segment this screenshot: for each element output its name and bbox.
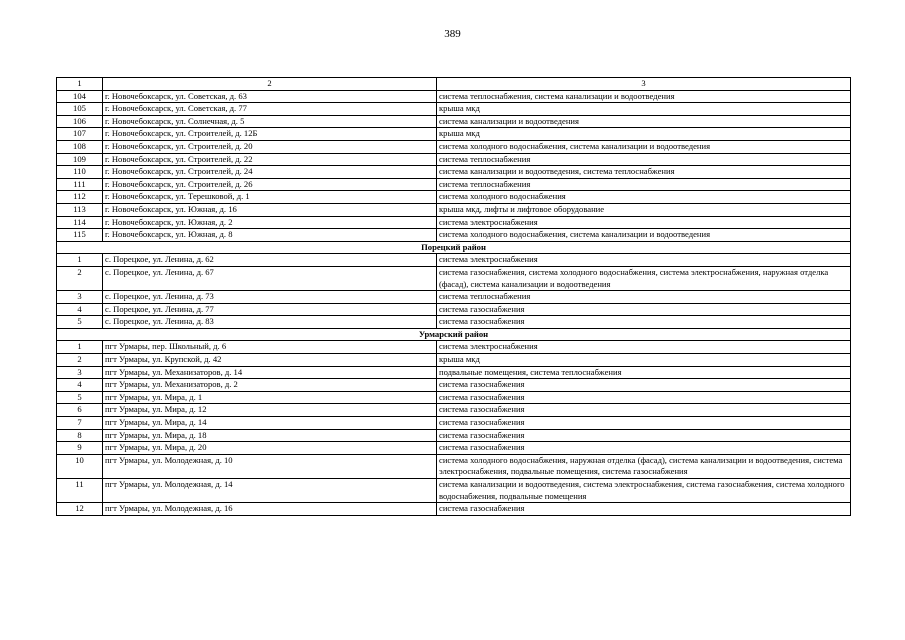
row-works: система газоснабжения (437, 429, 851, 442)
row-works: система электроснабжения (437, 341, 851, 354)
table-row (57, 90, 851, 103)
row-number: 9 (57, 442, 103, 455)
row-number: 5 (57, 316, 103, 329)
row-works: система холодного водоснабжения, система канализации и водоотведения (437, 229, 851, 242)
row-works: система холодного водоснабжения (437, 191, 851, 204)
table-row (57, 178, 851, 191)
row-number: 5 (57, 391, 103, 404)
table-row (57, 379, 851, 392)
row-address: пгт Урмары, ул. Молодежная, д. 14 (103, 479, 437, 503)
table-row (57, 203, 851, 216)
row-address: г. Новочебоксарск, ул. Строителей, д. 24 (103, 166, 437, 179)
row-number: 110 (57, 166, 103, 179)
row-works: система газоснабжения (437, 503, 851, 516)
table-row (57, 303, 851, 316)
column-header-address: 2 (103, 78, 437, 91)
row-works: система теплоснабжения (437, 178, 851, 191)
row-number: 8 (57, 429, 103, 442)
table-row (57, 503, 851, 516)
table-row (57, 115, 851, 128)
row-address: с. Порецкое, ул. Ленина, д. 67 (103, 266, 437, 290)
section-header-row (57, 328, 851, 341)
row-number: 1 (57, 341, 103, 354)
row-address: г. Новочебоксарск, ул. Южная, д. 2 (103, 216, 437, 229)
section-header-row (57, 241, 851, 254)
row-works: подвальные помещения, система теплоснабжения (437, 366, 851, 379)
row-works: система теплоснабжения, система канализации и водоотведения (437, 90, 851, 103)
table-row (57, 479, 851, 503)
repair-works-table (56, 77, 851, 516)
section-title: Урмарский район (57, 328, 851, 341)
table-row (57, 417, 851, 430)
row-address: г. Новочебоксарск, ул. Терешковой, д. 1 (103, 191, 437, 204)
row-address: с. Порецкое, ул. Ленина, д. 83 (103, 316, 437, 329)
row-address: пгт Урмары, ул. Мира, д. 20 (103, 442, 437, 455)
row-number: 113 (57, 203, 103, 216)
row-number: 4 (57, 379, 103, 392)
table-header-row (57, 78, 851, 91)
row-works: система теплоснабжения (437, 291, 851, 304)
row-number: 6 (57, 404, 103, 417)
table-row (57, 291, 851, 304)
row-works: система газоснабжения (437, 417, 851, 430)
row-address: г. Новочебоксарск, ул. Советская, д. 77 (103, 103, 437, 116)
table-row (57, 216, 851, 229)
table-row (57, 341, 851, 354)
table-row (57, 229, 851, 242)
table-row (57, 266, 851, 290)
table-row (57, 454, 851, 478)
row-number: 3 (57, 291, 103, 304)
row-number: 111 (57, 178, 103, 191)
row-address: пгт Урмары, ул. Крупской, д. 42 (103, 354, 437, 367)
row-address: г. Новочебоксарск, ул. Строителей, д. 26 (103, 178, 437, 191)
row-address: пгт Урмары, ул. Мира, д. 1 (103, 391, 437, 404)
row-address: г. Новочебоксарск, ул. Строителей, д. 20 (103, 140, 437, 153)
page-number: 389 (444, 28, 461, 40)
row-address: г. Новочебоксарск, ул. Строителей, д. 12Б (103, 128, 437, 141)
row-works: система канализации и водоотведения, система теплоснабжения (437, 166, 851, 179)
table-row (57, 166, 851, 179)
row-works: система канализации и водоотведения (437, 115, 851, 128)
row-works: система газоснабжения (437, 316, 851, 329)
row-works: система газоснабжения (437, 442, 851, 455)
row-works: система холодного водоснабжения, наружная отделка (фасад), система канализации и водоотведения, система электроснабжения, подвальные помещения, система газоснабжения (437, 454, 851, 478)
section-title: Порецкий район (57, 241, 851, 254)
column-header-works: 3 (437, 78, 851, 91)
table-row (57, 404, 851, 417)
row-address: пгт Урмары, ул. Мира, д. 18 (103, 429, 437, 442)
row-works: система канализации и водоотведения, система электроснабжения, система газоснабжения, система холодного водоснабжения, подвальные помещения (437, 479, 851, 503)
row-works: система электроснабжения (437, 216, 851, 229)
row-number: 112 (57, 191, 103, 204)
row-address: пгт Урмары, ул. Мира, д. 14 (103, 417, 437, 430)
table-row (57, 366, 851, 379)
row-works: крыша мкд (437, 103, 851, 116)
row-address: с. Порецкое, ул. Ленина, д. 73 (103, 291, 437, 304)
table-row (57, 254, 851, 267)
row-address: г. Новочебоксарск, ул. Южная, д. 8 (103, 229, 437, 242)
table-row (57, 103, 851, 116)
row-works: система теплоснабжения (437, 153, 851, 166)
column-header-number: 1 (57, 78, 103, 91)
row-works: крыша мкд (437, 128, 851, 141)
row-address: пгт Урмары, ул. Мира, д. 12 (103, 404, 437, 417)
table-row (57, 128, 851, 141)
table-row (57, 140, 851, 153)
table-row (57, 429, 851, 442)
row-number: 115 (57, 229, 103, 242)
row-works: крыша мкд (437, 354, 851, 367)
row-address: г. Новочебоксарск, ул. Солнечная, д. 5 (103, 115, 437, 128)
row-number: 114 (57, 216, 103, 229)
row-number: 2 (57, 266, 103, 290)
table-row (57, 354, 851, 367)
row-number: 4 (57, 303, 103, 316)
row-number: 12 (57, 503, 103, 516)
row-works: система газоснабжения, система холодного водоснабжения, система электроснабжения, наружная отделка (фасад), система канализации и водоотведения (437, 266, 851, 290)
row-address: пгт Урмары, ул. Молодежная, д. 16 (103, 503, 437, 516)
row-number: 2 (57, 354, 103, 367)
row-works: система газоснабжения (437, 303, 851, 316)
row-address: пгт Урмары, ул. Механизаторов, д. 2 (103, 379, 437, 392)
row-address: с. Порецкое, ул. Ленина, д. 77 (103, 303, 437, 316)
row-number: 7 (57, 417, 103, 430)
row-address: г. Новочебоксарск, ул. Строителей, д. 22 (103, 153, 437, 166)
row-address: г. Новочебоксарск, ул. Южная, д. 16 (103, 203, 437, 216)
row-works: система газоснабжения (437, 404, 851, 417)
table-row (57, 442, 851, 455)
row-number: 107 (57, 128, 103, 141)
row-address: г. Новочебоксарск, ул. Советская, д. 63 (103, 90, 437, 103)
row-number: 3 (57, 366, 103, 379)
row-works: система холодного водоснабжения, система канализации и водоотведения (437, 140, 851, 153)
table-row (57, 191, 851, 204)
row-works: система электроснабжения (437, 254, 851, 267)
table-row (57, 153, 851, 166)
table-row (57, 391, 851, 404)
row-address: с. Порецкое, ул. Ленина, д. 62 (103, 254, 437, 267)
row-address: пгт Урмары, ул. Механизаторов, д. 14 (103, 366, 437, 379)
row-number: 109 (57, 153, 103, 166)
table-row (57, 316, 851, 329)
row-address: пгт Урмары, ул. Молодежная, д. 10 (103, 454, 437, 478)
row-works: система газоснабжения (437, 379, 851, 392)
row-works: система газоснабжения (437, 391, 851, 404)
row-number: 10 (57, 454, 103, 478)
row-number: 105 (57, 103, 103, 116)
row-number: 106 (57, 115, 103, 128)
row-number: 1 (57, 254, 103, 267)
row-number: 104 (57, 90, 103, 103)
row-works: крыша мкд, лифты и лифтовое оборудование (437, 203, 851, 216)
row-number: 108 (57, 140, 103, 153)
row-address: пгт Урмары, пер. Школьный, д. 6 (103, 341, 437, 354)
row-number: 11 (57, 479, 103, 503)
